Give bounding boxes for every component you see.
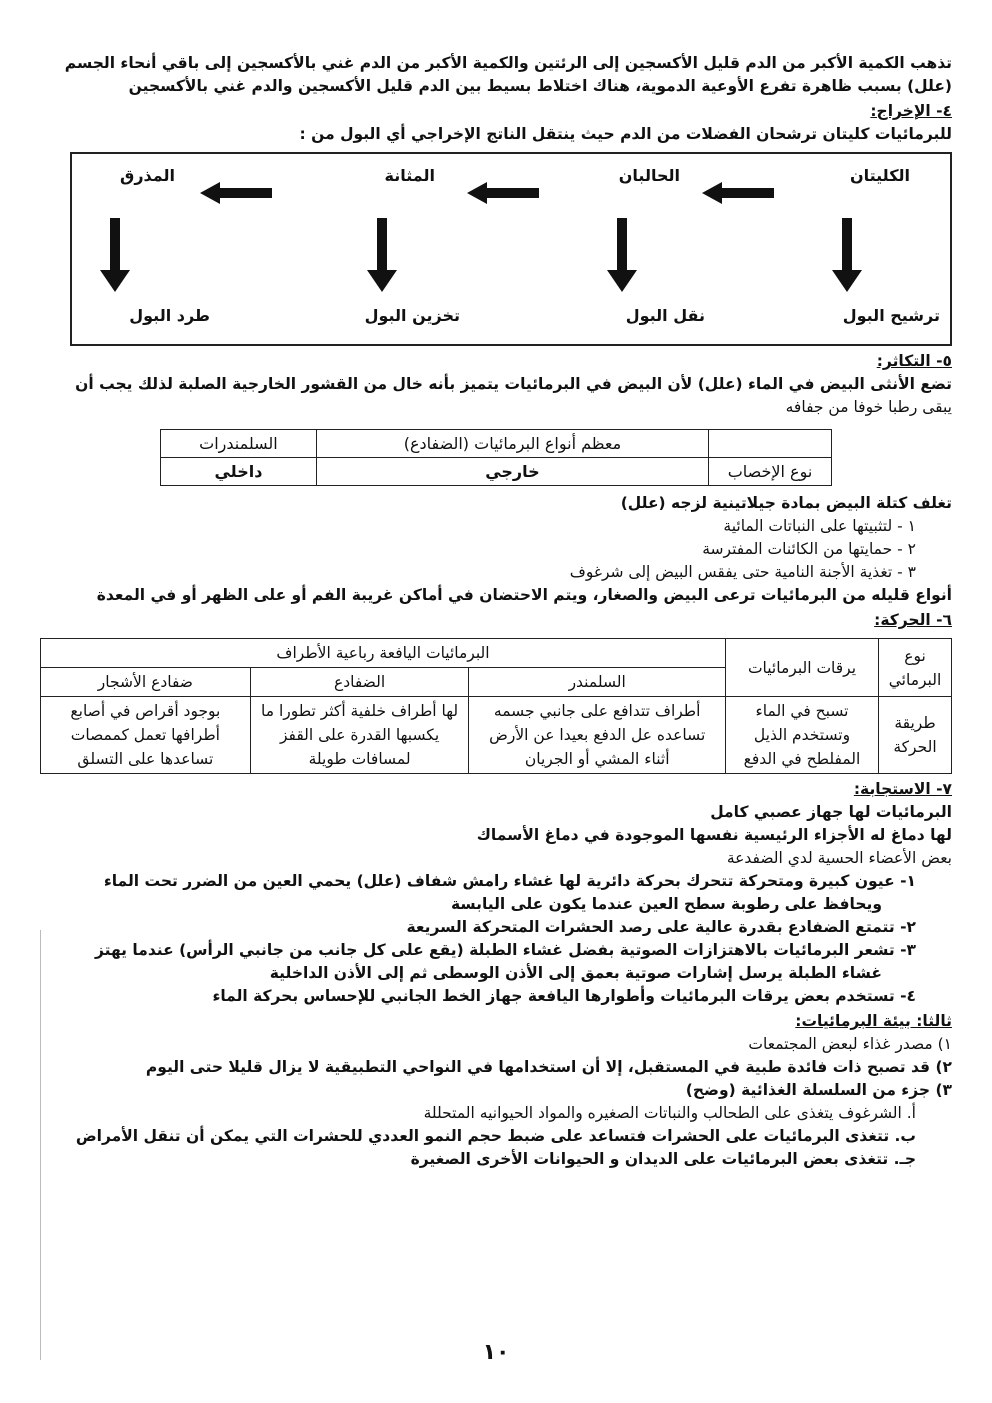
- gel-reason-1: ١ - لتثبيتها على النباتات المائية: [723, 517, 916, 535]
- table-cell: السلمندر: [469, 668, 726, 697]
- flow-action-expel: طرد البول: [129, 306, 210, 325]
- table-cell: بوجود أقراص في أصابع أطرافها تعمل كممصات تساعدها على التسلق: [41, 697, 251, 774]
- ecology-sub-item-b: ب. تتغذى البرمائيات على الحشرات فتساعد على ضبط حجم النمو العددي للحشرات التي يمكن أن تنقل الأمراض: [75, 1127, 916, 1145]
- page-number: ١٠: [482, 1340, 510, 1365]
- flow-action-transport: نقل البول: [625, 306, 705, 325]
- table-cell: البرمائيات اليافعة رباعية الأطراف: [41, 639, 726, 668]
- gel-reason-2: ٢ - حمايتها من الكائنات المفترسة: [702, 540, 916, 558]
- ecology-item-2: ٢) قد تصبح ذات فائدة طبية في المستقبل، إلا أن استخدامها في النواحي التطبيقية لا يزال قليلا حتى اليوم: [145, 1058, 952, 1076]
- response-item-1: ١- عيون كبيرة ومتحركة تتحرك بحركة دائرية لها غشاء رامش شفاف (علل) يحمي العين من الضرر تحت الماء: [103, 872, 916, 890]
- down-arrow-icon: [832, 218, 862, 292]
- table-row: [161, 458, 832, 486]
- table-cell: الضفادع: [250, 668, 469, 697]
- table-row: [41, 697, 952, 774]
- response-item-3: ٣- تشعر البرمائيات بالاهتزازات الصوتية بفضل غشاء الطبلة (يقع على كل جانب من جانبي الرأس) عندما يهتز: [94, 941, 916, 959]
- response-item-1-cont: ويحافظ على رطوبة سطح العين عندما يكون على اليابسة: [450, 895, 882, 913]
- flow-node-kidneys: الكليتان: [849, 166, 910, 185]
- ecology-item-1: ١) مصدر غذاء لبعض المجتمعات: [748, 1035, 952, 1053]
- table-cell: لها أطراف خلفية أكثر تطورا ما يكسبها القدرة على القفز لمسافات طويلة: [250, 697, 469, 774]
- response-item-2: ٢- تتمتع الضفادع بقدرة عالية على رصد الحشرات المتحركة السريعة: [406, 918, 916, 936]
- ecology-sub-item-c: جـ. تتغذى بعض البرمائيات على الديدان و الحيوانات الأخرى الصغيرة: [410, 1150, 916, 1168]
- excretion-text: للبرمائيات كليتان ترشحان الفضلات من الدم حيث ينتقل الناتج الإخراجي أي البول من :: [299, 125, 952, 143]
- page-content: [40, 52, 952, 1171]
- gel-text: تغلف كتلة البيض بمادة جيلاتينية لزجه (علل): [620, 494, 952, 512]
- flow-action-store: تخزين البول: [364, 306, 460, 325]
- flow-node-cloaca: المذرق: [120, 166, 175, 185]
- left-arrow-icon: [467, 182, 539, 204]
- table-cell: [709, 430, 832, 458]
- movement-table: [40, 638, 952, 774]
- ecology-heading: ثالثا: بيئة البرمائيات:: [795, 1012, 952, 1030]
- fertilization-table: [160, 429, 832, 486]
- ecology-sub-item-a: أ. الشرغوف يتغذى على الطحالب والنباتات الصغيره والمواد الحيوانيه المتحللة: [423, 1104, 916, 1122]
- reproduction-text-1: تضع الأنثى البيض في الماء (علل) لأن البيض في البرمائيات يتميز بأنه خال من القشور الخارجية الصلبة لذلك يجب أن: [75, 375, 952, 393]
- left-arrow-icon: [702, 182, 774, 204]
- table-cell: طريقة الحركة: [879, 697, 952, 774]
- reproduction-text-2: يبقى رطبا خوفا من جفافه: [785, 398, 952, 416]
- response-item-4: ٤- تستخدم بعض يرقات البرمائيات وأطوارها اليافعة جهاز الخط الجانبي للإحساس بحركة الماء: [212, 987, 916, 1005]
- table-cell: معظم أنواع البرمائيات (الضفادع): [316, 430, 708, 458]
- response-line-2: لها دماغ له الأجزاء الرئيسية نفسها الموجودة في دماغ الأسماك: [476, 826, 952, 844]
- response-line-3: بعض الأعضاء الحسية لدي الضفدعة: [726, 849, 952, 867]
- excretion-heading: ٤- الإخراج:: [870, 102, 952, 120]
- table-cell: أطراف تتدافع على جانبي جسمه تساعده عل الدفع بعيدا عن الأرض أثناء المشي أو الجريان: [469, 697, 726, 774]
- table-cell: تسبح في الماء وتستخدم الذيل المفلطح في الدفع: [726, 697, 879, 774]
- down-arrow-icon: [100, 218, 130, 292]
- table-cell: السلمندرات: [161, 430, 317, 458]
- flow-node-ureters: الحالبان: [618, 166, 680, 185]
- flow-action-filter: ترشيح البول: [842, 306, 940, 325]
- table-cell: داخلي: [161, 458, 317, 486]
- table-cell: يرقات البرمائيات: [726, 639, 879, 697]
- care-text: أنواع قليله من البرمائيات ترعى البيض والصغار، ويتم الاحتضان في أماكن غريبة الفم أو على الظهر أو في المعدة: [96, 586, 952, 604]
- reproduction-heading: ٥- التكاثر:: [876, 352, 952, 370]
- table-cell: نوع البرمائي: [879, 639, 952, 697]
- table-row: [41, 639, 952, 668]
- intro-line-1: تذهب الكمية الأكبر من الدم قليل الأكسجين إلى الرئتين والكمية الأكبر من الدم غني بالأكسجين إلى باقي أنحاء الجسم: [64, 54, 952, 72]
- response-line-1: البرمائيات لها جهاز عصبي كامل: [710, 803, 952, 821]
- left-arrow-icon: [200, 182, 272, 204]
- down-arrow-icon: [367, 218, 397, 292]
- ecology-item-3: ٣) جزء من السلسلة الغذائية (وضح): [685, 1081, 952, 1099]
- movement-heading: ٦- الحركة:: [874, 611, 952, 629]
- excretion-flow-diagram: [70, 152, 952, 346]
- intro-line-2: (علل) بسبب ظاهرة تفرع الأوعية الدموية، هناك اختلاط بسيط بين الدم قليل الأكسجين والدم غني بالأكسجين: [128, 77, 952, 95]
- table-cell: خارجي: [316, 458, 708, 486]
- table-cell: نوع الإخصاب: [709, 458, 832, 486]
- down-arrow-icon: [607, 218, 637, 292]
- table-cell: ضفادع الأشجار: [41, 668, 251, 697]
- gel-reason-3: ٣ - تغذية الأجنة النامية حتى يفقس البيض إلى شرغوف: [569, 563, 916, 581]
- table-row: [161, 430, 832, 458]
- response-item-3-cont: غشاء الطبلة يرسل إشارات صوتية بعمق إلى الأذن الوسطى ثم إلى الأذن الداخلية: [269, 964, 882, 982]
- response-heading: ٧- الاستجابة:: [853, 780, 952, 798]
- flow-node-bladder: المثانة: [384, 166, 435, 185]
